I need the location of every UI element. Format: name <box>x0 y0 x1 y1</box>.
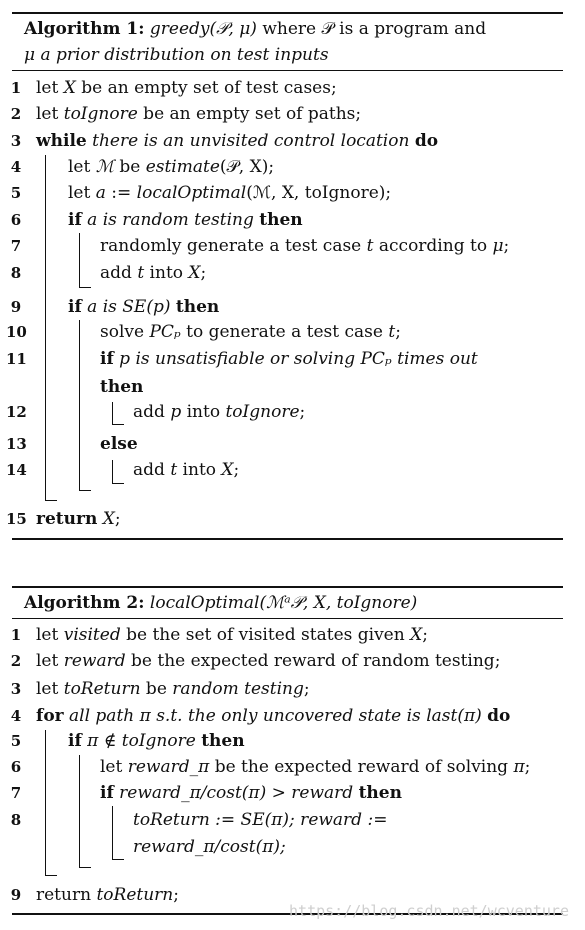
algo2-if-bar <box>79 755 80 867</box>
algo1-if2-bar-end <box>79 490 91 491</box>
algo1-else-bar <box>112 460 113 483</box>
algo1-line-text: else <box>100 434 138 454</box>
algo1-caption-desc2: μ a prior distribution on test inputs <box>24 45 329 65</box>
algo2-caption-rule <box>12 618 563 619</box>
algo2-caption-prefix: Algorithm 2: <box>24 593 145 613</box>
algo1-line-number: 6 <box>10 211 22 229</box>
algo1-line-text: add t into X; <box>100 263 207 283</box>
algo2-top-rule <box>12 586 563 588</box>
algo1-line-text: let X be an empty set of test cases; <box>36 78 337 98</box>
algo2-line-text: if π ∉ toIgnore then <box>68 731 245 751</box>
algo2-line-text: let reward be the expected reward of random testing; <box>36 651 501 671</box>
algo1-line-number: 9 <box>10 298 22 316</box>
algo1-line-number: 7 <box>10 237 22 255</box>
algo2-line-text: for all path π s.t. the only uncovered state is last(π) do <box>36 706 511 726</box>
algo1-then-bar-end <box>112 424 124 425</box>
algo1-line-text: return X; <box>36 509 121 529</box>
algo2-line-number: 1 <box>10 626 22 644</box>
algo2-for-bar-end <box>45 875 57 876</box>
algo1-line-text: if p is unsatisfiable or solving PCₚ times out <box>100 349 478 369</box>
algo1-line-text: let a := localOptimal(ℳ, X, toIgnore); <box>68 183 392 203</box>
algo1-if1-bar-end <box>79 287 91 288</box>
algo2-caption-name: localOptimal(ℳᵃ𝒫, X, toIgnore) <box>149 593 418 613</box>
algo1-then-bar <box>112 402 113 424</box>
algo1-line-text: while there is an unvisited control location do <box>36 131 439 151</box>
algo1-caption <box>24 16 554 68</box>
algo2-if2-bar-end <box>112 859 124 860</box>
algo1-line-number: 5 <box>10 184 22 202</box>
algo2-for-bar <box>45 730 46 875</box>
algo2-line-text: if reward_π/cost(π) > reward then <box>100 783 402 803</box>
algo2-line-text: toReturn := SE(π); reward := <box>133 810 388 830</box>
algo1-if1-bar <box>79 233 80 287</box>
algo2-caption <box>24 590 554 616</box>
algo2-line-text: let toReturn be random testing; <box>36 679 310 699</box>
algo1-caption-name: greedy(𝒫, μ) <box>149 19 257 39</box>
algo2-line-number: 9 <box>10 886 22 904</box>
algo1-while-bar-end <box>45 500 57 501</box>
algo1-line-number: 15 <box>6 510 27 528</box>
algo1-line-number: 3 <box>10 132 22 150</box>
algo2-line-number: 6 <box>10 758 22 776</box>
algo2-line-number: 4 <box>10 707 22 725</box>
algo1-line-number: 2 <box>10 105 22 123</box>
algo1-line-text: let ℳ be estimate(𝒫, X); <box>68 157 275 177</box>
algo2-line-number: 5 <box>10 732 22 750</box>
algo1-line-number: 13 <box>6 435 27 453</box>
algo1-line-text: if a is random testing then <box>68 210 303 230</box>
algo2-if2-bar <box>112 806 113 859</box>
algo1-line-text: let toIgnore be an empty set of paths; <box>36 104 362 124</box>
algo1-while-bar <box>45 155 46 500</box>
algo2-line-text: let visited be the set of visited states given X; <box>36 625 428 645</box>
algo1-line-text: add t into X; <box>133 460 240 480</box>
algo1-line-number: 4 <box>10 158 22 176</box>
algo1-else-bar-end <box>112 483 124 484</box>
algo1-line-text: add p into toIgnore; <box>133 402 306 422</box>
algo1-top-rule <box>12 12 563 14</box>
algo1-bottom-rule <box>12 538 563 540</box>
algo1-line-number: 11 <box>6 350 27 368</box>
algo1-line-number: 12 <box>6 403 27 421</box>
algo2-line-text: let reward_π be the expected reward of solving π; <box>100 757 531 777</box>
algo1-line-text: if a is SE(p) then <box>68 297 220 317</box>
algo2-if-bar-end <box>79 867 91 868</box>
algo1-line-number: 14 <box>6 461 27 479</box>
algo2-line-number: 2 <box>10 652 22 670</box>
algo1-caption-rule <box>12 70 563 71</box>
algo2-line-text: return toReturn; <box>36 885 179 905</box>
algo1-caption-prefix: Algorithm 1: <box>24 19 145 39</box>
algo1-caption-desc: where 𝒫 is a program and <box>256 19 487 39</box>
algo1-line-number: 8 <box>10 264 22 282</box>
algo1-if2-bar <box>79 320 80 490</box>
algo2-line-number: 7 <box>10 784 22 802</box>
algo1-line-number: 10 <box>6 323 27 341</box>
algo1-line-text: randomly generate a test case t according to μ; <box>100 236 510 256</box>
algo2-line-number: 3 <box>10 680 22 698</box>
watermark: https://blog.csdn.net/wcventure <box>289 902 569 920</box>
algo1-line-text: solve PCₚ to generate a test case t; <box>100 322 401 342</box>
algo1-line-text: then <box>100 377 144 397</box>
algo2-line-number: 8 <box>10 811 22 829</box>
algo2-line-text: reward_π/cost(π); <box>133 837 286 857</box>
algo1-line-number: 1 <box>10 79 22 97</box>
